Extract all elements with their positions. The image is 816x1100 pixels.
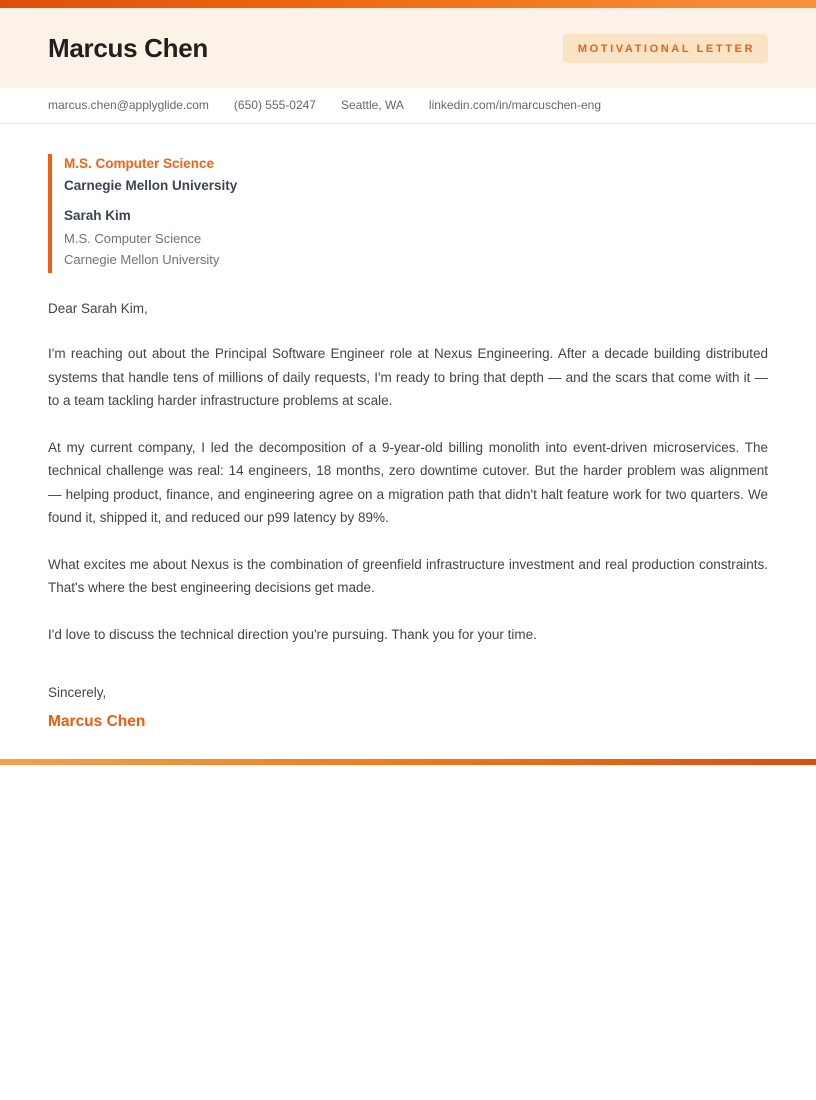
contact-phone: (650) 555-0247 (233, 98, 316, 112)
top-accent-bar (0, 0, 816, 8)
recipient-university: Carnegie Mellon University (64, 178, 238, 193)
author-name: Marcus Chen (48, 32, 208, 63)
contact-bar (0, 88, 816, 124)
paragraph-1: I'm reaching out about the Principal Software Engineer role at Nexus Engineering. After a decade building distributed systems that handle tens of millions of daily requests, I'm ready to bring that depth — and the scars that come with it — to a team tackling harder infrastructure problems at scale. (48, 346, 768, 408)
contact-location: Seattle, WA (340, 98, 404, 112)
recipient-contact-program: M.S. Computer Science (64, 231, 202, 246)
bottom-accent-bar (0, 759, 816, 765)
paragraph-2: At my current company, I led the decomposition of a 9-year-old billing monolith into event-driven microservices. The technical challenge was real: 14 engineers, 18 months, zero downtime cutover. But the harder problem was alignment — helping product, finance, and engineering agree on a migration path that didn't halt feature work for two quarters. We found it, shipped it, and reduced our p99 latency by 89%. (48, 439, 768, 525)
document-type-badge: MOTIVATIONAL LETTER (563, 34, 768, 63)
letter-body (48, 299, 768, 731)
paragraph-4: I'd love to discuss the technical direction you're pursuing. Thank you for your time. (48, 626, 537, 642)
closing: Sincerely, (48, 685, 107, 700)
signature-name: Marcus Chen (48, 713, 146, 730)
contact-email: marcus.chen@applyglide.com (48, 98, 209, 112)
recipient-contact-university: Carnegie Mellon University (64, 252, 220, 267)
salutation: Dear Sarah Kim, (48, 301, 148, 316)
letter-header (0, 8, 816, 88)
paragraph-3: What excites me about Nexus is the combination of greenfield infrastructure investment and real production constraints. That's where the best engineering decisions get made. (48, 556, 768, 595)
recipient-block (48, 154, 768, 273)
recipient-program: M.S. Computer Science (64, 156, 215, 171)
contact-linkedin: linkedin.com/in/marcuschen-eng (428, 98, 601, 112)
recipient-contact-name: Sarah Kim (64, 208, 131, 223)
